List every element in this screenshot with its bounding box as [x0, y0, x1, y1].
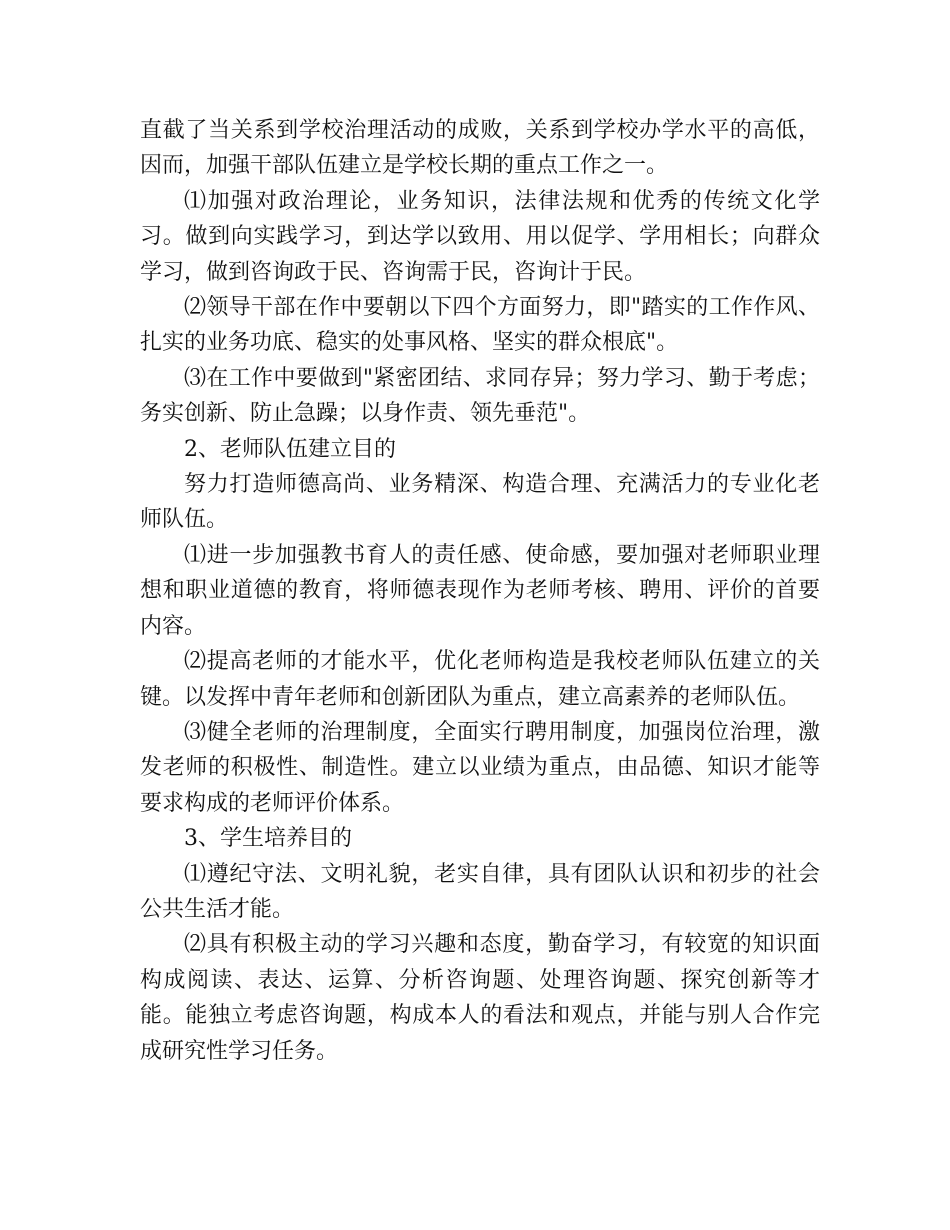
paragraph-1: 直截了当关系到学校治理活动的成败，关系到学校办学水平的高低，因而，加强干部队伍建立是学校长期的重点工作之一。 [140, 118, 820, 179]
section-heading-teacher-team: 2、老师队伍建立目的 [184, 436, 396, 462]
paragraph-6: 努力打造师德高尚、业务精深、构造合理、充满活力的专业化老师队伍。 [140, 472, 820, 533]
paragraph-8: ⑵提高老师的才能水平，优化老师构造是我校老师队伍建立的关键。以发挥中青年老师和创新团队为重点，建立高素养的老师队伍。 [140, 649, 820, 710]
section-heading-student-training: 3、学生培养目的 [184, 826, 352, 852]
paragraph-9: ⑶健全老师的治理制度，全面实行聘用制度，加强岗位治理，激发老师的积极性、制造性。建立以业绩为重点，由品德、知识才能等要求构成的老师评价体系。 [140, 719, 820, 816]
paragraph-2: ⑴加强对政治理论，业务知识，法律法规和优秀的传统文化学习。做到向实践学习，到达学以致用、用以促学、学用相长；向群众学习，做到咨询政于民、咨询需于民，咨询计于民。 [140, 188, 820, 285]
document-body [140, 113, 820, 1069]
paragraph-7: ⑴进一步加强教书育人的责任感、使命感，要加强对老师职业理想和职业道德的教育，将师德表现作为老师考核、聘用、评价的首要内容。 [140, 542, 820, 639]
paragraph-12: ⑵具有积极主动的学习兴趣和态度，勤奋学习，有较宽的知识面构成阅读、表达、运算、分析咨询题、处理咨询题、探究创新等才能。能独立考虑咨询题，构成本人的看法和观点，并能与别人合作完成研究性学习任务。 [140, 932, 820, 1064]
paragraph-4: ⑶在工作中要做到"紧密团结、求同存异；努力学习、勤于考虑；务实创新、防止急躁；以身作责、领先垂范"。 [140, 365, 820, 427]
paragraph-3: ⑵领导干部在作中要朝以下四个方面努力，即"踏实的工作作风、扎实的业务功底、稳实的处事风格、坚实的群众根底"。 [140, 295, 820, 356]
paragraph-11: ⑴遵纪守法、文明礼貌，老实自律，具有团队认识和初步的社会公共生活才能。 [140, 861, 820, 922]
